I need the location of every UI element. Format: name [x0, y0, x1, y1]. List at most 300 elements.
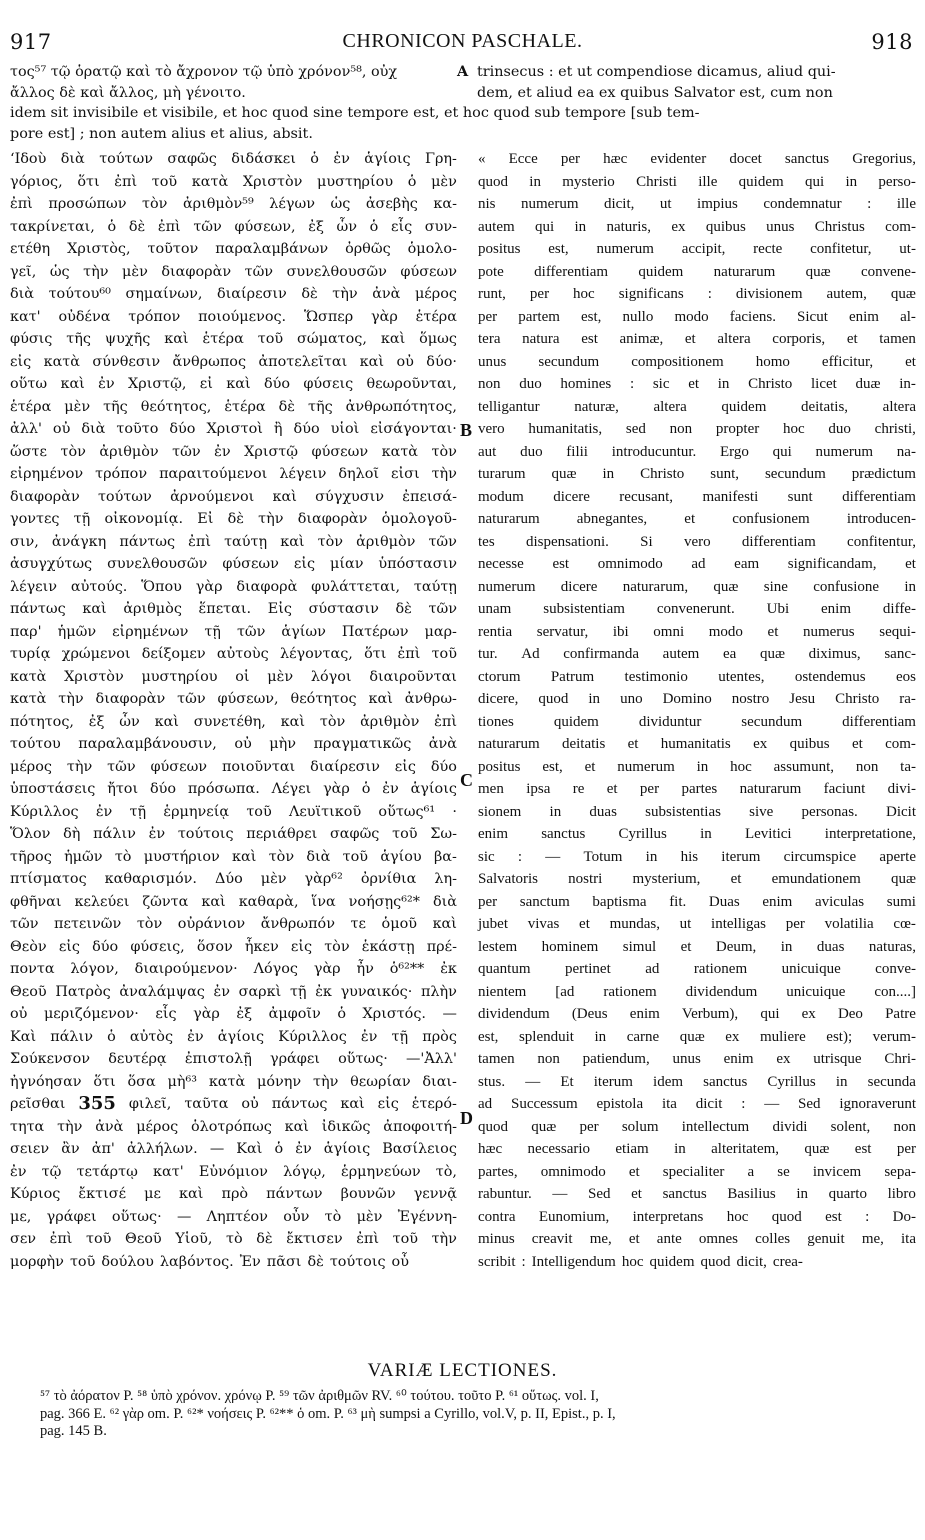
word: me,	[589, 1231, 612, 1247]
word: positus	[478, 758, 521, 775]
word: καθαρὰ,	[238, 893, 299, 910]
word: τὸν	[317, 533, 344, 550]
word: me,	[861, 1231, 884, 1247]
word: ὑποστάσεις	[10, 781, 96, 797]
word: σαρκὶ	[238, 983, 282, 1000]
word: ὑπόστασιν	[378, 556, 457, 572]
word: φύσεις,	[130, 938, 185, 955]
word: ἂν	[61, 1141, 80, 1157]
word: γεῖ,	[10, 263, 37, 280]
word: unus	[478, 353, 507, 370]
word: μὴ⁶³	[167, 1073, 197, 1090]
word: Χριστὸν	[242, 173, 303, 190]
word: enim	[478, 826, 508, 842]
word: nis	[478, 196, 496, 212]
word: διαίρεσιν	[216, 286, 287, 302]
word: σώματος,	[297, 331, 367, 347]
word: σύστασιν	[308, 601, 379, 617]
word: φύσεων	[400, 263, 457, 280]
word: ἀρνούμενοι	[170, 488, 255, 505]
latin-line	[478, 846, 916, 869]
word: Θεοῦ	[125, 1231, 162, 1247]
word: Χριστῷ,	[127, 376, 187, 392]
word: δὲ	[256, 1231, 273, 1247]
word: τοῦ	[86, 1231, 112, 1247]
word: αὐτοὺς	[216, 646, 269, 662]
word: δὲ	[301, 286, 318, 302]
word: ἀνὰ	[372, 286, 401, 302]
word: naturarum	[739, 781, 802, 797]
word: baptisma	[592, 893, 647, 910]
word: τὴν	[431, 1231, 457, 1247]
word: δὲ	[395, 601, 412, 617]
word: ex	[671, 218, 686, 235]
word: ἤτοι	[107, 781, 139, 797]
word: κατ'	[153, 1163, 184, 1180]
word: Successum	[510, 1096, 578, 1112]
word: Χριστῷ	[244, 443, 298, 460]
word: μυστηρίου	[317, 173, 394, 190]
word: ἁγίοις	[217, 1028, 265, 1045]
word: :	[707, 286, 712, 302]
word: Χριστός.	[362, 1006, 426, 1022]
word: subsistentias	[645, 803, 721, 820]
word: positus	[478, 241, 521, 257]
word: docet	[729, 151, 762, 167]
word: solent,	[830, 1118, 871, 1135]
greek-line	[10, 1048, 457, 1071]
text-line	[10, 103, 915, 124]
word: σημαίνων,	[125, 286, 203, 302]
word: καὶ	[340, 1096, 365, 1112]
word: ἐν	[95, 803, 113, 820]
word: Βασίλειος	[382, 1141, 457, 1157]
word: significandam,	[787, 556, 877, 572]
word: quæ	[805, 263, 831, 280]
word: in	[574, 218, 587, 235]
word: :	[741, 1096, 746, 1112]
word: Χριστοὶ	[206, 421, 263, 437]
word: μόνην	[257, 1073, 302, 1090]
word: est,	[542, 758, 563, 775]
word: πάντων	[266, 1186, 323, 1202]
word: natura	[522, 331, 560, 347]
word: sepa-	[884, 1163, 916, 1180]
word: μίαν	[329, 556, 364, 572]
word: ἀσεβὴς	[365, 196, 418, 212]
word: (Deus	[571, 1006, 608, 1022]
word: εἰς	[293, 556, 316, 572]
word: Πατέρων	[341, 623, 409, 640]
word: prædictum	[851, 466, 916, 482]
latin-line	[478, 598, 916, 621]
word: ἑτέρα	[10, 398, 52, 415]
word: sequi-	[879, 623, 916, 640]
word: διδάσκει	[231, 151, 296, 167]
word: subsistentiam	[543, 601, 625, 617]
greek-line	[10, 958, 457, 981]
word: φύσεων,	[217, 691, 279, 707]
word: διαφορὰν	[10, 488, 80, 505]
word: τε	[350, 916, 366, 932]
word: ἕπεται.	[198, 601, 252, 617]
word: splenduit	[518, 1028, 574, 1045]
word: φύσεων	[150, 758, 208, 775]
word: μὲν	[64, 398, 91, 415]
word: καὶ	[368, 691, 393, 707]
word: πτίσματος	[10, 871, 87, 887]
word: eam	[734, 556, 760, 572]
word: δύο·	[426, 353, 457, 370]
word: ut	[679, 916, 692, 932]
word: οὐδένα	[58, 308, 111, 325]
word: non	[855, 758, 879, 775]
word: et	[846, 331, 858, 347]
word: ζῶντα	[142, 893, 189, 910]
greek-line	[10, 778, 457, 801]
word: ʻΙδοὺ	[10, 151, 47, 167]
word: Christus	[814, 218, 865, 235]
word: sanctus	[541, 826, 586, 842]
word: λέγοντας,	[279, 646, 353, 662]
word: διὰ	[60, 151, 85, 167]
word: τὴν	[57, 1118, 83, 1135]
word: δύο	[92, 938, 119, 955]
word: τούτου	[10, 736, 61, 752]
greek-line	[10, 508, 457, 531]
word: scribit	[478, 1253, 516, 1270]
word: Dicit	[886, 803, 916, 820]
variae-lectiones-title: VARIÆ LECTIONES.	[367, 1360, 558, 1381]
word: διαφορὰν	[95, 691, 166, 707]
greek-line	[10, 576, 457, 599]
word: ἀμφοῖν	[268, 1006, 321, 1022]
word: utentes,	[718, 668, 765, 685]
word: φύσις	[10, 331, 53, 347]
word: homo	[755, 353, 790, 370]
word: ille	[698, 173, 718, 190]
word: ἀλλ'	[10, 421, 42, 437]
word: μὲν	[356, 1208, 383, 1225]
word: ἀνὰ	[428, 736, 457, 752]
word: τοῦ	[151, 173, 178, 190]
word: Domino	[662, 691, 712, 707]
word: quod	[478, 173, 508, 190]
word: est	[581, 331, 598, 347]
word: γράφει	[269, 1051, 320, 1067]
word: δύο	[149, 781, 177, 797]
word: ἐξ	[308, 218, 324, 235]
word: ex	[776, 1051, 791, 1067]
word: τούτων	[97, 488, 152, 505]
greek-line	[10, 553, 457, 576]
word: in	[700, 826, 712, 842]
latin-line	[478, 463, 916, 486]
word: sanctum	[519, 893, 570, 910]
word: Χριστὸς,	[67, 241, 131, 257]
word: ὅσα	[127, 1073, 156, 1090]
word: οὐ	[52, 421, 71, 437]
word: ἐν	[98, 376, 115, 392]
word: modo	[674, 308, 709, 325]
word: ita	[900, 1231, 916, 1247]
word: partem	[518, 308, 560, 325]
word: per	[560, 151, 581, 167]
word: Sed	[798, 1096, 821, 1112]
greek-line	[10, 1071, 457, 1094]
word: —	[442, 1006, 457, 1022]
word: συνελθουσῶν	[286, 263, 387, 280]
word: γὰρ	[371, 308, 398, 325]
word: ἐκ	[440, 961, 457, 977]
word: εἰς	[290, 938, 313, 955]
word: δύο	[430, 758, 457, 775]
word: ἐν	[10, 1163, 27, 1180]
word: αὐτούς.	[70, 578, 128, 595]
greek-line	[10, 711, 457, 734]
word: se	[777, 1163, 790, 1180]
word: vivas	[527, 916, 560, 932]
word: evidenter	[650, 151, 707, 167]
word: ὁμοῦ	[381, 916, 417, 932]
greek-line	[10, 1116, 457, 1139]
word: πάλιν	[50, 1028, 93, 1045]
word: λόγοι	[310, 668, 352, 685]
word: differentiam	[842, 488, 916, 505]
word: τῶν	[193, 218, 222, 235]
word: et	[680, 938, 692, 955]
word: mundas,	[609, 916, 660, 932]
word: ἐν	[333, 151, 350, 167]
word: χρώμενοι	[61, 646, 131, 662]
word: τοῦ	[431, 646, 457, 662]
word: necessario	[527, 1141, 591, 1157]
latin-line	[478, 688, 916, 711]
word: τῷ	[41, 1163, 62, 1180]
word: qui	[760, 1006, 780, 1022]
word: a	[747, 1163, 755, 1180]
word: τὴν	[258, 511, 284, 527]
word: περιάθρει	[246, 826, 318, 842]
word: καὶ	[280, 713, 306, 730]
word: mysterium,	[632, 871, 701, 887]
word: emundationem	[771, 871, 861, 887]
word: τητα	[10, 1118, 45, 1135]
word: est,	[478, 1028, 499, 1045]
word: ποντα	[10, 961, 55, 977]
word: δὲ	[128, 218, 146, 235]
word: Ἐν	[239, 1253, 261, 1270]
word: Do-	[892, 1208, 916, 1225]
word: ὁμολο-	[407, 241, 457, 257]
word: vero	[478, 421, 505, 437]
latin-line	[478, 1228, 916, 1251]
word: per	[896, 1141, 916, 1157]
word: λαβόντος.	[159, 1253, 234, 1270]
word: Ad	[521, 646, 540, 662]
greek-line	[10, 801, 457, 824]
word: Θεὸν	[10, 938, 47, 955]
word: rationem	[693, 961, 748, 977]
word: καὶ	[232, 848, 257, 865]
word: ἐξ	[88, 713, 105, 730]
word: in	[529, 173, 541, 190]
word: ἐπὶ	[114, 173, 138, 190]
word: τοῦ	[342, 848, 369, 865]
word: καὶ	[82, 601, 107, 617]
word: ἁγίοις	[323, 1141, 371, 1157]
word: σύγχυσιν	[315, 488, 385, 505]
latin-line	[478, 148, 916, 171]
word: παραιτούμενοι	[159, 466, 268, 482]
word: interpretatione,	[824, 826, 916, 842]
word: diffe-	[882, 601, 916, 617]
word: naturarum,	[622, 578, 689, 595]
word: naturis,	[606, 218, 652, 235]
word: ἐπὶ	[434, 713, 457, 730]
word: Εἰ	[197, 511, 214, 527]
word: introducen-	[846, 511, 916, 527]
word: animæ,	[619, 331, 664, 347]
word: muliere	[759, 1028, 806, 1045]
greek-line	[10, 846, 457, 869]
word: φιλεῖ,	[128, 1096, 172, 1112]
word: Λέγει	[271, 781, 312, 797]
word: in	[549, 803, 562, 820]
greek-line	[10, 621, 457, 644]
greek-line	[10, 441, 457, 464]
word: ἀποτελεῖται	[258, 353, 348, 370]
word: ἑκάστῃ	[361, 938, 415, 955]
word: Basilius	[727, 1186, 776, 1202]
word: ex	[801, 1006, 816, 1022]
word: τῆρος	[10, 848, 52, 865]
word: humanitatis	[660, 736, 731, 752]
word: cœ-	[893, 916, 916, 932]
word: ὁ	[337, 1006, 347, 1022]
word: λέγειν	[279, 466, 327, 482]
word: δὲ	[278, 398, 296, 415]
word: servatur,	[536, 623, 589, 640]
latin-line	[478, 1138, 916, 1161]
word: καὶ	[60, 376, 85, 392]
word: enim	[723, 1051, 754, 1067]
word: dividendum	[478, 1006, 550, 1022]
word: δούλου	[101, 1253, 154, 1270]
word: ἢ	[273, 421, 283, 437]
word: impius	[697, 196, 738, 212]
word: ὁ	[369, 218, 379, 235]
word: in	[645, 848, 658, 865]
word: τοῦ	[392, 826, 418, 842]
word: ὁ	[107, 1028, 116, 1045]
latin-line	[478, 1251, 916, 1274]
word: solum	[621, 1118, 659, 1135]
margin-mark-c: C	[460, 770, 473, 790]
word: ὧν	[336, 218, 358, 235]
word: ἡμῶν	[64, 848, 103, 865]
word: sumi	[886, 893, 916, 910]
greek-line	[10, 756, 457, 779]
latin-line	[478, 576, 916, 599]
word: ctorum	[478, 668, 521, 685]
word: τῶν	[177, 691, 206, 707]
word: κατὰ	[191, 173, 229, 190]
word: naturæ,	[574, 398, 619, 415]
word: verum-	[872, 1028, 916, 1045]
word: γράφει	[46, 1208, 97, 1225]
greek-line	[10, 1251, 457, 1274]
word: τακρίνεται,	[10, 218, 95, 235]
word: εἰς	[10, 353, 32, 370]
word: τὸν	[431, 443, 457, 460]
word: corporis,	[772, 331, 826, 347]
word: ἀριθμὸν	[360, 713, 420, 730]
word: οὐ	[10, 1006, 28, 1022]
word: ante	[656, 1231, 682, 1247]
word: sic	[652, 376, 670, 392]
word: ibi	[612, 623, 629, 640]
word: καὶ	[201, 893, 226, 910]
word: ἀνάγκη	[51, 533, 107, 550]
word: ταύτῃ	[224, 533, 268, 550]
word: modo	[708, 623, 743, 640]
word: Chri-	[884, 1051, 916, 1067]
greek-line	[10, 733, 457, 756]
word: per	[478, 893, 498, 910]
word: in	[835, 1073, 848, 1090]
word: τυρίᾳ	[10, 646, 51, 662]
word: christi,	[874, 421, 916, 437]
word: personas.	[801, 803, 858, 820]
word: ἐπὶ	[356, 1231, 380, 1247]
latin-line	[478, 553, 916, 576]
word: ἁγίοις	[364, 151, 411, 167]
latin-full-line: idem sit invisibile et visibile, et hoc quod sine tempore est, et hoc quod sub tempore [sub tem-	[10, 105, 700, 122]
word: σειεν	[10, 1141, 50, 1157]
word: τὸν	[324, 938, 350, 955]
word: partes	[681, 781, 718, 797]
word: με,	[10, 1208, 32, 1225]
word: μὲν	[260, 871, 287, 887]
word: ταῦτα	[184, 1096, 229, 1112]
word: Patre	[885, 1006, 916, 1022]
word: τούτοις	[329, 1253, 386, 1270]
greek-line	[10, 868, 457, 891]
word: κελεύει	[74, 893, 130, 910]
word: τῶν	[244, 263, 274, 280]
word: secunda	[867, 1073, 916, 1090]
word: βουνῶν	[340, 1186, 396, 1202]
word: γὰρ	[313, 961, 341, 977]
word: ἐν	[360, 1028, 378, 1045]
word: genuit	[807, 1231, 845, 1247]
word: enim	[821, 601, 852, 617]
word: quidem	[638, 263, 684, 280]
word: ἡμῶν	[57, 623, 97, 640]
word: et	[905, 353, 916, 370]
word: τὸν	[268, 848, 295, 865]
word: et	[730, 871, 742, 887]
word: pote	[478, 263, 504, 280]
word: τῇ	[289, 983, 307, 1000]
word: dicere,	[478, 691, 519, 707]
word: Πατρὸς	[55, 983, 111, 1000]
word: 355	[78, 1093, 116, 1114]
variae-lectiones-notes	[40, 1388, 900, 1441]
latin-line	[478, 1071, 916, 1094]
word: λόγῳ,	[283, 1163, 326, 1180]
